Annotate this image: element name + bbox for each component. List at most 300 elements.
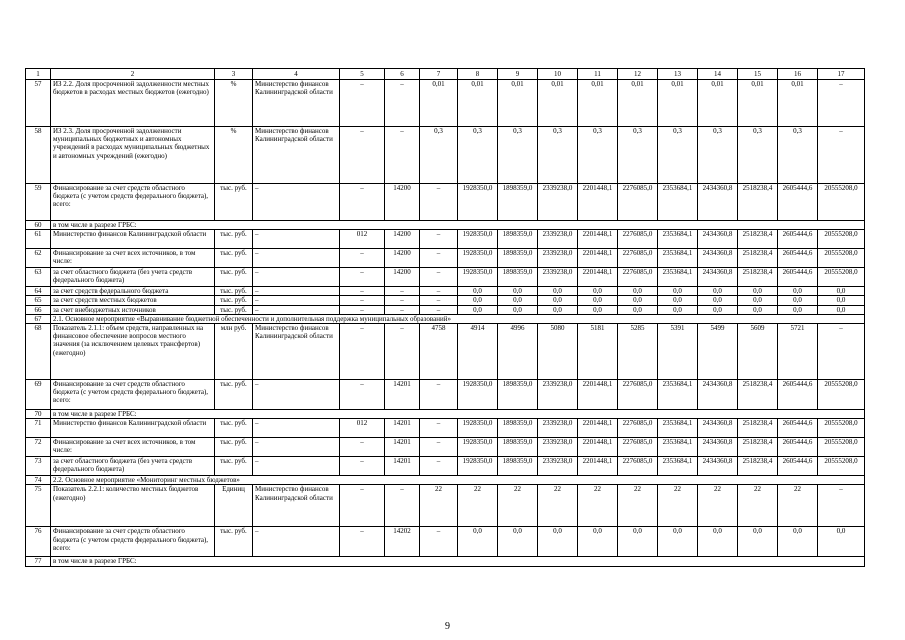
- value-cell: 0,0: [658, 305, 698, 314]
- value-cell: –: [420, 527, 458, 557]
- value-cell: 1898359,0: [498, 184, 538, 221]
- table-row: [26, 557, 865, 566]
- value-cell: –: [340, 485, 385, 527]
- column-number-cell: 4: [253, 69, 340, 80]
- value-cell: 5181: [578, 324, 618, 380]
- row-number-cell: 67: [26, 314, 51, 323]
- value-cell: –: [340, 438, 385, 457]
- value-cell: 0,0: [618, 305, 658, 314]
- table-row: [26, 296, 865, 305]
- value-cell: 14201: [385, 380, 420, 410]
- value-cell: 0,0: [778, 287, 818, 296]
- responsible-cell: –: [253, 305, 340, 314]
- value-cell: 2276085,0: [618, 184, 658, 221]
- value-cell: 4914: [458, 324, 498, 380]
- value-cell: 2276085,0: [618, 380, 658, 410]
- indicator-name-cell: Финансирование за счет средств областного бюджета (с учетом средств федерального бюджета), всего:: [51, 527, 215, 557]
- value-cell: 0,01: [420, 80, 458, 127]
- value-cell: 22: [658, 485, 698, 527]
- table-row: [26, 268, 865, 287]
- value-cell: 0,0: [498, 296, 538, 305]
- table-row: [26, 419, 865, 438]
- value-cell: –: [420, 230, 458, 249]
- responsible-cell: –: [253, 457, 340, 476]
- value-cell: 0,0: [818, 296, 865, 305]
- value-cell: 1928350,0: [458, 230, 498, 249]
- value-cell: 2276085,0: [618, 268, 658, 287]
- column-number-cell: 2: [51, 69, 215, 80]
- value-cell: 0,0: [698, 296, 738, 305]
- table-row: [26, 287, 865, 296]
- table-row: [26, 476, 865, 485]
- value-cell: 0,0: [658, 527, 698, 557]
- value-cell: 0,01: [498, 80, 538, 127]
- value-cell: тыс. руб.: [215, 249, 253, 268]
- value-cell: 0,0: [738, 527, 778, 557]
- table-row: [26, 127, 865, 184]
- responsible-cell: –: [253, 287, 340, 296]
- value-cell: –: [420, 268, 458, 287]
- indicator-name-cell: Министерство финансов Калининградской области: [51, 230, 215, 249]
- value-cell: 0,0: [778, 305, 818, 314]
- row-number-cell: 77: [26, 557, 51, 566]
- value-cell: 2339238,0: [538, 249, 578, 268]
- value-cell: 2353684,1: [658, 457, 698, 476]
- value-cell: 2353684,1: [658, 438, 698, 457]
- responsible-cell: –: [253, 184, 340, 221]
- table-row: [26, 305, 865, 314]
- value-cell: 0,0: [498, 287, 538, 296]
- value-cell: 2276085,0: [618, 438, 658, 457]
- value-cell: 0,01: [458, 80, 498, 127]
- value-cell: 0,01: [738, 80, 778, 127]
- value-cell: –: [385, 305, 420, 314]
- section-heading-cell: в том числе в разрезе ГРБС:: [51, 410, 865, 419]
- value-cell: 0,3: [738, 127, 778, 184]
- value-cell: 4758: [420, 324, 458, 380]
- indicator-name-cell: за счет областного бюджета (без учета средств федерального бюджета): [51, 457, 215, 476]
- value-cell: 22: [420, 485, 458, 527]
- value-cell: тыс. руб.: [215, 457, 253, 476]
- value-cell: 2339238,0: [538, 184, 578, 221]
- value-cell: 2518238,4: [738, 419, 778, 438]
- section-heading-cell: 2.1. Основное мероприятие «Выравнивание бюджетной обеспеченности и дополнительная поддержка муниципальных образований»: [51, 314, 865, 323]
- row-number-cell: 59: [26, 184, 51, 221]
- header-row: [26, 69, 865, 80]
- value-cell: 0,01: [658, 80, 698, 127]
- value-cell: 012: [340, 419, 385, 438]
- table-row: [26, 380, 865, 410]
- table-row: [26, 221, 865, 230]
- value-cell: 20555208,0: [818, 419, 865, 438]
- value-cell: 2339238,0: [538, 457, 578, 476]
- row-number-cell: 64: [26, 287, 51, 296]
- value-cell: –: [818, 80, 865, 127]
- value-cell: 5609: [738, 324, 778, 380]
- responsible-cell: –: [253, 230, 340, 249]
- row-number-cell: 72: [26, 438, 51, 457]
- value-cell: 2201448,1: [578, 230, 618, 249]
- value-cell: 0,3: [538, 127, 578, 184]
- row-number-cell: 60: [26, 221, 51, 230]
- value-cell: –: [340, 296, 385, 305]
- value-cell: 012: [340, 230, 385, 249]
- value-cell: 20555208,0: [818, 249, 865, 268]
- table-body: [26, 69, 865, 567]
- value-cell: 2518238,4: [738, 380, 778, 410]
- row-number-cell: 63: [26, 268, 51, 287]
- value-cell: 0,3: [618, 127, 658, 184]
- value-cell: 20555208,0: [818, 268, 865, 287]
- responsible-cell: –: [253, 438, 340, 457]
- value-cell: 2434360,8: [698, 419, 738, 438]
- value-cell: –: [420, 438, 458, 457]
- value-cell: 1898359,0: [498, 457, 538, 476]
- value-cell: тыс. руб.: [215, 438, 253, 457]
- value-cell: 22: [458, 485, 498, 527]
- value-cell: 5721: [778, 324, 818, 380]
- value-cell: 0,0: [698, 305, 738, 314]
- column-number-cell: 14: [698, 69, 738, 80]
- column-number-cell: 17: [818, 69, 865, 80]
- row-number-cell: 57: [26, 80, 51, 127]
- column-number-cell: 3: [215, 69, 253, 80]
- value-cell: 2201448,1: [578, 184, 618, 221]
- column-number-cell: 13: [658, 69, 698, 80]
- value-cell: 5080: [538, 324, 578, 380]
- value-cell: 2201448,1: [578, 268, 618, 287]
- value-cell: 2518238,4: [738, 230, 778, 249]
- value-cell: 2605444,6: [778, 419, 818, 438]
- value-cell: 2518238,4: [738, 268, 778, 287]
- value-cell: 22: [618, 485, 658, 527]
- indicator-name-cell: ИЗ 2.2. Доля просроченной задолженности местных бюджетов в расходах местных бюджетов (ежегодно): [51, 80, 215, 127]
- value-cell: тыс. руб.: [215, 380, 253, 410]
- table-row: [26, 457, 865, 476]
- value-cell: 2201448,1: [578, 457, 618, 476]
- value-cell: –: [385, 80, 420, 127]
- indicator-name-cell: Финансирование за счет всех источников, в том числе:: [51, 249, 215, 268]
- table-row: [26, 80, 865, 127]
- indicator-name-cell: Финансирование за счет средств областного бюджета (с учетом средств федерального бюджета), всего:: [51, 184, 215, 221]
- value-cell: 2201448,1: [578, 419, 618, 438]
- value-cell: 5391: [658, 324, 698, 380]
- value-cell: тыс. руб.: [215, 268, 253, 287]
- value-cell: 2353684,1: [658, 184, 698, 221]
- value-cell: 1898359,0: [498, 380, 538, 410]
- value-cell: 2201448,1: [578, 438, 618, 457]
- value-cell: 2605444,6: [778, 230, 818, 249]
- value-cell: 1928350,0: [458, 457, 498, 476]
- row-number-cell: 70: [26, 410, 51, 419]
- section-heading-cell: в том числе в разрезе ГРБС:: [51, 221, 865, 230]
- row-number-cell: 73: [26, 457, 51, 476]
- responsible-cell: Министерство финансов Калининградской области: [253, 324, 340, 380]
- value-cell: –: [340, 249, 385, 268]
- value-cell: 22: [498, 485, 538, 527]
- value-cell: 0,01: [578, 80, 618, 127]
- value-cell: 2339238,0: [538, 438, 578, 457]
- table-row: [26, 230, 865, 249]
- row-number-cell: 69: [26, 380, 51, 410]
- value-cell: 0,0: [578, 305, 618, 314]
- page-number: 9: [445, 621, 450, 632]
- responsible-cell: –: [253, 419, 340, 438]
- value-cell: –: [340, 457, 385, 476]
- value-cell: 0,0: [658, 287, 698, 296]
- value-cell: тыс. руб.: [215, 287, 253, 296]
- value-cell: 0,0: [618, 527, 658, 557]
- value-cell: 2518238,4: [738, 457, 778, 476]
- value-cell: 2605444,6: [778, 184, 818, 221]
- value-cell: 2434360,8: [698, 457, 738, 476]
- column-number-cell: 6: [385, 69, 420, 80]
- value-cell: тыс. руб.: [215, 419, 253, 438]
- value-cell: 5285: [618, 324, 658, 380]
- value-cell: 2339238,0: [538, 230, 578, 249]
- value-cell: 1898359,0: [498, 249, 538, 268]
- value-cell: 2605444,6: [778, 249, 818, 268]
- value-cell: 1898359,0: [498, 419, 538, 438]
- column-number-cell: 11: [578, 69, 618, 80]
- value-cell: 0,0: [618, 296, 658, 305]
- value-cell: 22: [578, 485, 618, 527]
- value-cell: –: [340, 287, 385, 296]
- value-cell: 2276085,0: [618, 230, 658, 249]
- value-cell: –: [340, 127, 385, 184]
- value-cell: –: [420, 305, 458, 314]
- indicator-name-cell: Показатель 2.1.1: объем средств, направленных на финансовое обеспечение вопросов местного значения (за исключением целевых трансфертов) (ежегодно): [51, 324, 215, 380]
- section-heading-cell: 2.2. Основное мероприятие «Мониторинг местных бюджетов»: [51, 476, 865, 485]
- section-heading-cell: в том числе в разрезе ГРБС:: [51, 557, 865, 566]
- value-cell: 0,0: [658, 296, 698, 305]
- program-table: [25, 68, 865, 567]
- value-cell: 2276085,0: [618, 457, 658, 476]
- value-cell: 2518238,4: [738, 184, 778, 221]
- value-cell: 1928350,0: [458, 249, 498, 268]
- value-cell: –: [340, 527, 385, 557]
- column-number-cell: 1: [26, 69, 51, 80]
- value-cell: 22: [778, 485, 818, 527]
- value-cell: 2605444,6: [778, 380, 818, 410]
- value-cell: %: [215, 127, 253, 184]
- responsible-cell: Министерство финансов Калининградской области: [253, 127, 340, 184]
- indicator-name-cell: за счет средств местных бюджетов: [51, 296, 215, 305]
- value-cell: 1928350,0: [458, 184, 498, 221]
- responsible-cell: Министерство финансов Калининградской области: [253, 80, 340, 127]
- value-cell: 20555208,0: [818, 457, 865, 476]
- value-cell: 2434360,8: [698, 249, 738, 268]
- column-number-cell: 16: [778, 69, 818, 80]
- value-cell: 0,0: [458, 305, 498, 314]
- value-cell: 14202: [385, 527, 420, 557]
- responsible-cell: –: [253, 249, 340, 268]
- value-cell: –: [420, 457, 458, 476]
- value-cell: 1928350,0: [458, 268, 498, 287]
- value-cell: 2339238,0: [538, 268, 578, 287]
- value-cell: 0,3: [498, 127, 538, 184]
- value-cell: 2518238,4: [738, 438, 778, 457]
- value-cell: 1928350,0: [458, 380, 498, 410]
- value-cell: –: [385, 296, 420, 305]
- responsible-cell: –: [253, 268, 340, 287]
- responsible-cell: –: [253, 527, 340, 557]
- value-cell: 0,0: [498, 305, 538, 314]
- value-cell: 2434360,8: [698, 184, 738, 221]
- value-cell: 0,01: [618, 80, 658, 127]
- value-cell: тыс. руб.: [215, 527, 253, 557]
- value-cell: 20555208,0: [818, 380, 865, 410]
- value-cell: 0,0: [738, 287, 778, 296]
- value-cell: –: [818, 324, 865, 380]
- row-number-cell: 61: [26, 230, 51, 249]
- value-cell: %: [215, 80, 253, 127]
- row-number-cell: 66: [26, 305, 51, 314]
- responsible-cell: –: [253, 296, 340, 305]
- table-row: [26, 184, 865, 221]
- column-number-cell: 10: [538, 69, 578, 80]
- responsible-cell: –: [253, 380, 340, 410]
- value-cell: –: [818, 485, 865, 527]
- table-row: [26, 410, 865, 419]
- value-cell: 14200: [385, 249, 420, 268]
- value-cell: 2353684,1: [658, 230, 698, 249]
- column-number-cell: 5: [340, 69, 385, 80]
- value-cell: тыс. руб.: [215, 305, 253, 314]
- column-number-cell: 8: [458, 69, 498, 80]
- value-cell: 2353684,1: [658, 268, 698, 287]
- value-cell: 1898359,0: [498, 230, 538, 249]
- value-cell: –: [340, 305, 385, 314]
- value-cell: 0,3: [778, 127, 818, 184]
- value-cell: 1898359,0: [498, 268, 538, 287]
- value-cell: –: [340, 380, 385, 410]
- value-cell: 2353684,1: [658, 419, 698, 438]
- responsible-cell: Министерство финансов Калининградской области: [253, 485, 340, 527]
- value-cell: 0,0: [578, 527, 618, 557]
- value-cell: 0,0: [538, 296, 578, 305]
- value-cell: млн руб.: [215, 324, 253, 380]
- value-cell: –: [340, 184, 385, 221]
- value-cell: 0,3: [698, 127, 738, 184]
- value-cell: 2353684,1: [658, 380, 698, 410]
- row-number-cell: 58: [26, 127, 51, 184]
- value-cell: 0,0: [538, 287, 578, 296]
- value-cell: 2605444,6: [778, 457, 818, 476]
- value-cell: 0,0: [818, 527, 865, 557]
- indicator-name-cell: Показатель 2.2.1: количество местных бюджетов (ежегодно): [51, 485, 215, 527]
- row-number-cell: 75: [26, 485, 51, 527]
- value-cell: 0,0: [458, 296, 498, 305]
- value-cell: –: [420, 184, 458, 221]
- value-cell: 0,0: [738, 296, 778, 305]
- value-cell: 0,0: [698, 287, 738, 296]
- value-cell: –: [420, 249, 458, 268]
- value-cell: 2434360,8: [698, 380, 738, 410]
- value-cell: 0,0: [498, 527, 538, 557]
- value-cell: тыс. руб.: [215, 296, 253, 305]
- value-cell: 2276085,0: [618, 419, 658, 438]
- row-number-cell: 74: [26, 476, 51, 485]
- value-cell: 0,0: [538, 527, 578, 557]
- value-cell: 2434360,8: [698, 230, 738, 249]
- value-cell: 0,0: [818, 287, 865, 296]
- value-cell: –: [420, 296, 458, 305]
- value-cell: 2201448,1: [578, 380, 618, 410]
- value-cell: 14201: [385, 457, 420, 476]
- column-number-cell: 9: [498, 69, 538, 80]
- value-cell: –: [385, 127, 420, 184]
- value-cell: 0,0: [578, 287, 618, 296]
- indicator-name-cell: за счет средств федерального бюджета: [51, 287, 215, 296]
- indicator-name-cell: за счет областного бюджета (без учета средств федерального бюджета): [51, 268, 215, 287]
- value-cell: 0,0: [618, 287, 658, 296]
- value-cell: 22: [738, 485, 778, 527]
- value-cell: Единиц: [215, 485, 253, 527]
- value-cell: 2201448,1: [578, 249, 618, 268]
- value-cell: 22: [538, 485, 578, 527]
- column-number-cell: 15: [738, 69, 778, 80]
- value-cell: 20555208,0: [818, 230, 865, 249]
- value-cell: 0,0: [538, 305, 578, 314]
- value-cell: 0,0: [778, 296, 818, 305]
- column-number-cell: 12: [618, 69, 658, 80]
- value-cell: –: [340, 324, 385, 380]
- value-cell: –: [420, 287, 458, 296]
- value-cell: 0,0: [458, 527, 498, 557]
- value-cell: –: [385, 324, 420, 380]
- table-row: [26, 438, 865, 457]
- row-number-cell: 65: [26, 296, 51, 305]
- table-row: [26, 314, 865, 323]
- value-cell: 0,3: [420, 127, 458, 184]
- value-cell: –: [385, 287, 420, 296]
- value-cell: 2605444,6: [778, 268, 818, 287]
- value-cell: –: [340, 80, 385, 127]
- value-cell: 0,01: [698, 80, 738, 127]
- value-cell: 0,01: [538, 80, 578, 127]
- value-cell: 2518238,4: [738, 249, 778, 268]
- value-cell: 0,3: [658, 127, 698, 184]
- value-cell: 1928350,0: [458, 419, 498, 438]
- indicator-name-cell: Финансирование за счет средств областного бюджета (с учетом средств федерального бюджета), всего:: [51, 380, 215, 410]
- row-number-cell: 62: [26, 249, 51, 268]
- value-cell: 0,0: [578, 296, 618, 305]
- table-row: [26, 324, 865, 380]
- value-cell: –: [818, 127, 865, 184]
- value-cell: 20555208,0: [818, 184, 865, 221]
- value-cell: 1928350,0: [458, 438, 498, 457]
- value-cell: 2605444,6: [778, 438, 818, 457]
- value-cell: 0,0: [698, 527, 738, 557]
- value-cell: 0,0: [818, 305, 865, 314]
- value-cell: 14201: [385, 438, 420, 457]
- value-cell: 4996: [498, 324, 538, 380]
- value-cell: 0,0: [738, 305, 778, 314]
- value-cell: 2353684,1: [658, 249, 698, 268]
- value-cell: тыс. руб.: [215, 184, 253, 221]
- row-number-cell: 68: [26, 324, 51, 380]
- value-cell: –: [420, 380, 458, 410]
- value-cell: 2339238,0: [538, 380, 578, 410]
- table-row: [26, 527, 865, 557]
- value-cell: 0,01: [778, 80, 818, 127]
- value-cell: –: [385, 485, 420, 527]
- value-cell: –: [420, 419, 458, 438]
- indicator-name-cell: Министерство финансов Калининградской области: [51, 419, 215, 438]
- value-cell: –: [340, 268, 385, 287]
- value-cell: 14200: [385, 184, 420, 221]
